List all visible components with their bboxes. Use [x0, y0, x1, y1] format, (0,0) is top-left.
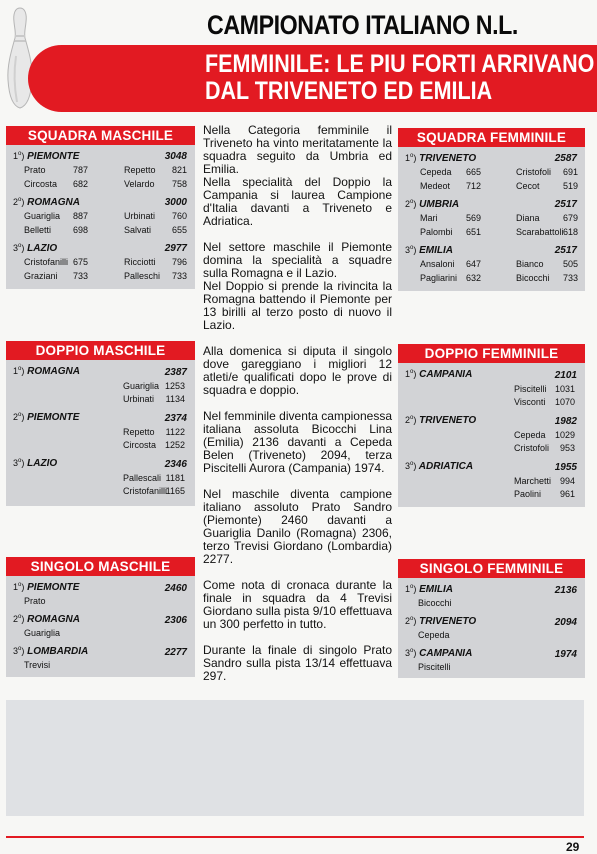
player-score: 733 — [171, 271, 187, 281]
player-name: Guariglia — [24, 211, 61, 221]
player-name: Palleschi — [124, 271, 161, 281]
team-name: 3$^o$) LAZIO — [13, 458, 58, 469]
player-name: Palombi — [420, 227, 453, 237]
player-score: 679 — [562, 213, 578, 223]
player-name: Guariglia — [24, 628, 61, 638]
box-heading: DOPPIO MASCHILE — [6, 341, 195, 360]
player-name: Circosta — [123, 440, 157, 450]
entry-name: 3$^o$) LOMBARDIA — [13, 646, 89, 657]
team-total: 1955 — [554, 462, 577, 473]
team-name: 1$^o$) CAMPANIA — [405, 369, 473, 380]
player-score: 618 — [562, 227, 578, 237]
entry-total: 2094 — [554, 617, 577, 628]
team-total: 3048 — [164, 151, 187, 162]
article-paragraph: Nel settore maschile il Piemonte domina la specialità a squadre sulla Romagna e il Lazio. Nel Doppio si prende la rivincita la Romagna battendo il Piemonte per 13 birilli al terzo posto di nuovo il Lazio. — [203, 240, 392, 332]
squadra-femminile-box — [398, 128, 585, 291]
entry-name: 2$^o$) ROMAGNA — [13, 614, 80, 625]
player-score: 691 — [562, 167, 578, 177]
article-paragraph: Alla domenica si diputa il singolo dove gareggiano i migliori 12 atleti/e qualificati dopo le prove di squadra e doppio. — [203, 344, 392, 397]
player-name: Velardo — [124, 179, 155, 189]
player-score: 787 — [72, 165, 88, 175]
headline-line-1: FEMMINILE: LE PIU FORTI ARRIVANO — [205, 50, 595, 78]
player-name: Bicocchi — [418, 598, 452, 608]
headline-line-2: DAL TRIVENETO ED EMILIA — [205, 77, 493, 105]
player-score: 1165 — [165, 486, 185, 496]
box-heading: SINGOLO MASCHILE — [6, 557, 195, 576]
player-name: Cristofoli — [516, 167, 552, 177]
player-score: 712 — [465, 181, 481, 191]
player-score: 655 — [171, 225, 187, 235]
rank: 1$^o$) — [13, 151, 25, 161]
article-paragraph: Nel maschile diventa campione italiano assoluto Prato Sandro (Piemonte) 2460 davanti a Guariglia Danilo (Romagna) 2306, terzo Trevisi Giordano (Lombardia) 2277. — [203, 487, 392, 566]
team-total: 2517 — [554, 245, 577, 256]
team-name: 2$^o$) TRIVENETO — [405, 415, 477, 426]
entry-name: 1$^o$) PIEMONTE — [13, 582, 80, 593]
article-paragraph: Durante la finale di singolo Prato Sandro sulla pista 13/14 effettuava 297. — [203, 643, 392, 683]
player-score: 1253 — [164, 381, 185, 391]
player-name: Scarabattoli — [516, 227, 564, 237]
team-name: 3$^o$) EMILIA — [405, 245, 454, 256]
player-score: 1122 — [165, 427, 185, 437]
player-name: Cristofanilli — [123, 486, 168, 496]
player-score: 632 — [465, 273, 481, 283]
player-name: Repetto — [124, 165, 156, 175]
team-total: 3000 — [164, 197, 187, 208]
player-name: Pagliarini — [420, 273, 458, 283]
team-total: 2374 — [164, 413, 187, 424]
player-score: 665 — [465, 167, 481, 177]
player-name: Bianco — [516, 259, 544, 269]
team-name: 2$^o$) UMBRIA — [405, 199, 460, 210]
player-name: Urbinati — [124, 211, 156, 221]
player-score: 698 — [72, 225, 88, 235]
box-heading: SQUADRA MASCHILE — [6, 126, 195, 145]
team-name: 3$^o$) ADRIATICA — [405, 461, 474, 472]
doppio-maschile-box — [6, 341, 195, 506]
team-name: 1$^o$) TRIVENETO — [405, 153, 477, 164]
singolo-maschile-box — [6, 557, 195, 677]
entry-total: 2460 — [164, 583, 187, 594]
player-name: Marchetti — [514, 476, 552, 486]
player-name: Pallescali — [123, 473, 162, 483]
team-name: 1$^o$) PIEMONTE — [13, 151, 80, 162]
player-name: Guariglia — [123, 381, 160, 391]
player-name: Salvati — [124, 225, 152, 235]
box-heading: DOPPIO FEMMINILE — [398, 344, 585, 363]
player-score: 733 — [72, 271, 88, 281]
entry-name: 3$^o$) CAMPANIA — [405, 648, 473, 659]
team-total: 1982 — [554, 416, 577, 427]
entry-total: 2277 — [164, 647, 187, 658]
player-name: Bicocchi — [516, 273, 550, 283]
player-name: Cristofanilli — [24, 257, 69, 267]
player-name: Cecot — [516, 181, 540, 191]
team-name: 2$^o$) ROMAGNA — [13, 197, 80, 208]
player-score: 1029 — [554, 430, 575, 440]
article-paragraph: Nella Categoria femminile il Triveneto ha vinto meritatamente la squadra seguito da Umbria ed Emilia. Nella specialità del Doppio la Campania si laurea Campione d'Italia davanti a Triveneto e Adriatica. — [203, 123, 392, 228]
player-name: Repetto — [123, 427, 155, 437]
page-title: CAMPIONATO ITALIANO N.L. — [207, 10, 518, 40]
player-name: Ansaloni — [420, 259, 455, 269]
player-name: Visconti — [514, 397, 546, 407]
headline — [205, 51, 594, 105]
player-name: Paolini — [514, 489, 542, 499]
bottom-gray-panel — [6, 700, 584, 816]
team-total: 2517 — [554, 199, 577, 210]
entry-total: 2306 — [164, 615, 187, 626]
page-number: 29 — [566, 840, 580, 854]
article-paragraph: Nel femminile diventa campionessa italiana assoluta Bicocchi Lina (Emilia) 2136 davanti a Cepeda Belen (Triveneto) 2094, terza Piscitelli Aurora (Campania) 1974. — [203, 409, 392, 475]
box-heading: SINGOLO FEMMINILE — [398, 559, 585, 578]
player-score: 758 — [171, 179, 187, 189]
player-score: 519 — [562, 181, 578, 191]
player-score: 953 — [559, 443, 575, 453]
player-score: 796 — [171, 257, 187, 267]
team-name: 2$^o$) PIEMONTE — [13, 412, 80, 423]
player-name: Prato — [24, 596, 46, 606]
entry-name: 1$^o$) EMILIA — [405, 584, 454, 595]
footer-divider — [6, 836, 584, 838]
player-name: Trevisi — [24, 660, 51, 670]
player-score: 994 — [559, 476, 575, 486]
player-score: 651 — [465, 227, 481, 237]
box-heading: SQUADRA FEMMINILE — [398, 128, 585, 147]
team-total: 2977 — [164, 243, 187, 254]
player-score: 682 — [72, 179, 88, 189]
entry-total: 2136 — [554, 585, 577, 596]
player-score: 1252 — [164, 440, 185, 450]
team-total: 2587 — [554, 153, 577, 164]
player-score: 647 — [465, 259, 481, 269]
player-score: 1181 — [165, 473, 185, 483]
player-score: 961 — [559, 489, 575, 499]
player-name: Medeot — [420, 181, 451, 191]
player-score: 1134 — [165, 394, 185, 404]
player-name: Circosta — [24, 179, 58, 189]
player-score: 1031 — [554, 384, 575, 394]
team-name: 1$^o$) ROMAGNA — [13, 366, 80, 377]
player-score: 675 — [72, 257, 88, 267]
player-score: 505 — [562, 259, 578, 269]
player-score: 887 — [72, 211, 88, 221]
player-score: 733 — [562, 273, 578, 283]
player-score: 1070 — [554, 397, 575, 407]
singolo-femminile-box — [398, 559, 585, 678]
player-name: Cepeda — [418, 630, 450, 640]
player-score: 821 — [171, 165, 187, 175]
article-body — [203, 124, 392, 696]
entry-name: 2$^o$) TRIVENETO — [405, 616, 477, 627]
player-name: Piscitelli — [514, 384, 547, 394]
player-name: Diana — [516, 213, 540, 223]
team-total: 2387 — [164, 367, 187, 378]
player-name: Mari — [420, 213, 438, 223]
team-name: 3$^o$) LAZIO — [13, 243, 58, 254]
entry-total: 1974 — [554, 649, 577, 660]
player-name: Piscitelli — [418, 662, 451, 672]
player-score: 569 — [465, 213, 481, 223]
player-name: Cristofoli — [514, 443, 550, 453]
player-name: Belletti — [24, 225, 52, 235]
team-total: 2101 — [554, 370, 577, 381]
player-name: Urbinati — [123, 394, 155, 404]
player-name: Cepeda — [514, 430, 546, 440]
player-name: Graziani — [24, 271, 58, 281]
team-total: 2346 — [164, 459, 187, 470]
doppio-femminile-box — [398, 344, 585, 507]
squadra-maschile-box — [6, 126, 195, 289]
article-paragraph: Come nota di cronaca durante la finale in squadra da 4 Trevisi Giordano sulla pista 9/10 effettuava un 300 perfetto in tutto. — [203, 578, 392, 631]
player-score: 760 — [171, 211, 187, 221]
player-name: Prato — [24, 165, 46, 175]
player-name: Cepeda — [420, 167, 452, 177]
player-name: Ricciotti — [124, 257, 156, 267]
